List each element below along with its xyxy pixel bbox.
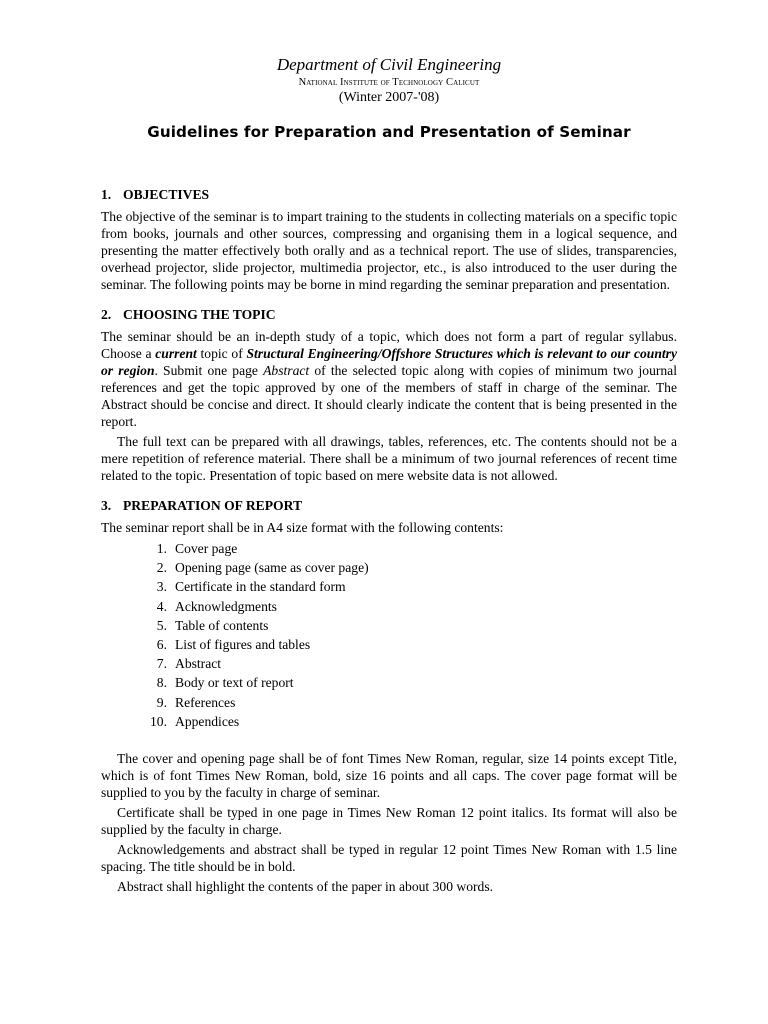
topic-text-d: of the selected topic along with copies of minimum two journal references and get the topic approved by one of the members of staff in charge of the seminar. The Abstract should be concise and direct. It should clearly indicate the content that is being presented in the report. bbox=[101, 363, 677, 429]
list-item-text: Opening page (same as cover page) bbox=[175, 560, 369, 576]
list-item-text: List of figures and tables bbox=[175, 637, 311, 653]
document-title: Guidelines for Preparation and Presentation of Seminar bbox=[147, 123, 631, 141]
list-item-text: Cover page bbox=[175, 541, 238, 556]
list-item bbox=[133, 616, 677, 635]
section-title: OBJECTIVES bbox=[123, 187, 210, 202]
list-item-text: Body or text of report bbox=[175, 675, 294, 691]
section-heading-report bbox=[101, 497, 677, 514]
list-item bbox=[133, 712, 677, 731]
list-item bbox=[133, 597, 677, 616]
list-item-number: 6. bbox=[156, 637, 167, 653]
list-item-number: 2. bbox=[156, 560, 167, 576]
list-item-number: 4. bbox=[156, 598, 167, 614]
section-heading-objectives bbox=[101, 186, 677, 203]
list-item-text: Table of contents bbox=[175, 617, 269, 633]
list-item bbox=[133, 693, 677, 712]
topic-text-c: . Submit one page bbox=[154, 363, 264, 378]
list-item bbox=[133, 577, 677, 596]
list-item-text: Appendices bbox=[175, 713, 240, 729]
abstract-paragraph: Abstract shall highlight the contents of the paper in about 300 words. bbox=[117, 879, 494, 895]
topic-paragraph-2: The full text can be prepared with all drawings, tables, references, etc. The contents should not be a mere repetition of reference material. There shall be a minimum of two journal references of recent time related to the topic. Presentation of topic based on mere website data is not allowed. bbox=[101, 434, 677, 483]
section-number: 2. bbox=[101, 307, 112, 322]
section-title: PREPARATION OF REPORT bbox=[123, 498, 303, 513]
term-label: (Winter 2007-'08) bbox=[338, 90, 440, 105]
institute-name: National Institute of Technology Calicut bbox=[298, 77, 480, 88]
list-item-text: Acknowledgments bbox=[175, 598, 277, 614]
topic-field-emphasis: Structural Engineering/Offshore Structures which is relevant to our country or region bbox=[101, 346, 678, 378]
list-item bbox=[133, 654, 677, 673]
certificate-paragraph: Certificate shall be typed in one page in Times New Roman 12 point italics. Its format will also be supplied by the faculty in charge. bbox=[101, 805, 677, 838]
list-item bbox=[133, 539, 677, 558]
section-number: 3. bbox=[101, 498, 112, 513]
topic-current-emphasis: current bbox=[155, 346, 197, 361]
report-contents-list bbox=[101, 539, 677, 731]
list-item-number: 9. bbox=[156, 694, 167, 710]
objectives-paragraph: The objective of the seminar is to impart training to the students in collecting materials on a specific topic from books, journals and other sources, compressing and organising them in a logical sequence, and presenting the matter effectively both orally and as a technical report. The use of slides, transparencies, overhead projector, slide projector, multimedia projector, etc., is also introduced to the user during the seminar. The following points may be borne in mind regarding the seminar preparation and presentation. bbox=[101, 209, 677, 292]
list-item-number: 10. bbox=[150, 713, 167, 729]
list-item-number: 8. bbox=[156, 675, 167, 691]
acknowledgements-paragraph: Acknowledgements and abstract shall be typed in regular 12 point Times New Roman with 1.5 line spacing. The title should be in bold. bbox=[101, 842, 677, 875]
list-item-text: References bbox=[175, 694, 236, 710]
list-item-text: Abstract bbox=[175, 656, 222, 672]
topic-text-b: topic of bbox=[196, 346, 247, 361]
list-item bbox=[133, 635, 677, 654]
topic-paragraph-1 bbox=[101, 328, 677, 430]
section-number: 1. bbox=[101, 187, 112, 202]
list-item-number: 5. bbox=[156, 617, 167, 633]
list-item-number: 7. bbox=[156, 656, 167, 672]
list-item-number: 3. bbox=[156, 579, 167, 595]
list-item bbox=[133, 673, 677, 692]
report-intro: The seminar report shall be in A4 size format with the following contents: bbox=[101, 520, 504, 535]
list-item-text: Certificate in the standard form bbox=[175, 579, 346, 595]
section-title: CHOOSING THE TOPIC bbox=[123, 307, 276, 322]
cover-page-paragraph: The cover and opening page shall be of font Times New Roman, regular, size 14 points except Title, which is of font Times New Roman, bold, size 16 points and all caps. The cover page format will be supplied to you by the faculty in charge of seminar. bbox=[101, 751, 677, 801]
topic-abstract-emphasis: Abstract bbox=[263, 363, 310, 378]
list-item bbox=[133, 558, 677, 577]
section-heading-topic bbox=[101, 306, 677, 323]
department-name: Department of Civil Engineering bbox=[276, 55, 502, 74]
list-item-number: 1. bbox=[156, 541, 167, 556]
topic-text-a: The seminar should be an in-depth study of a topic, which does not form a part of regular syllabus. Choose a bbox=[101, 329, 677, 361]
